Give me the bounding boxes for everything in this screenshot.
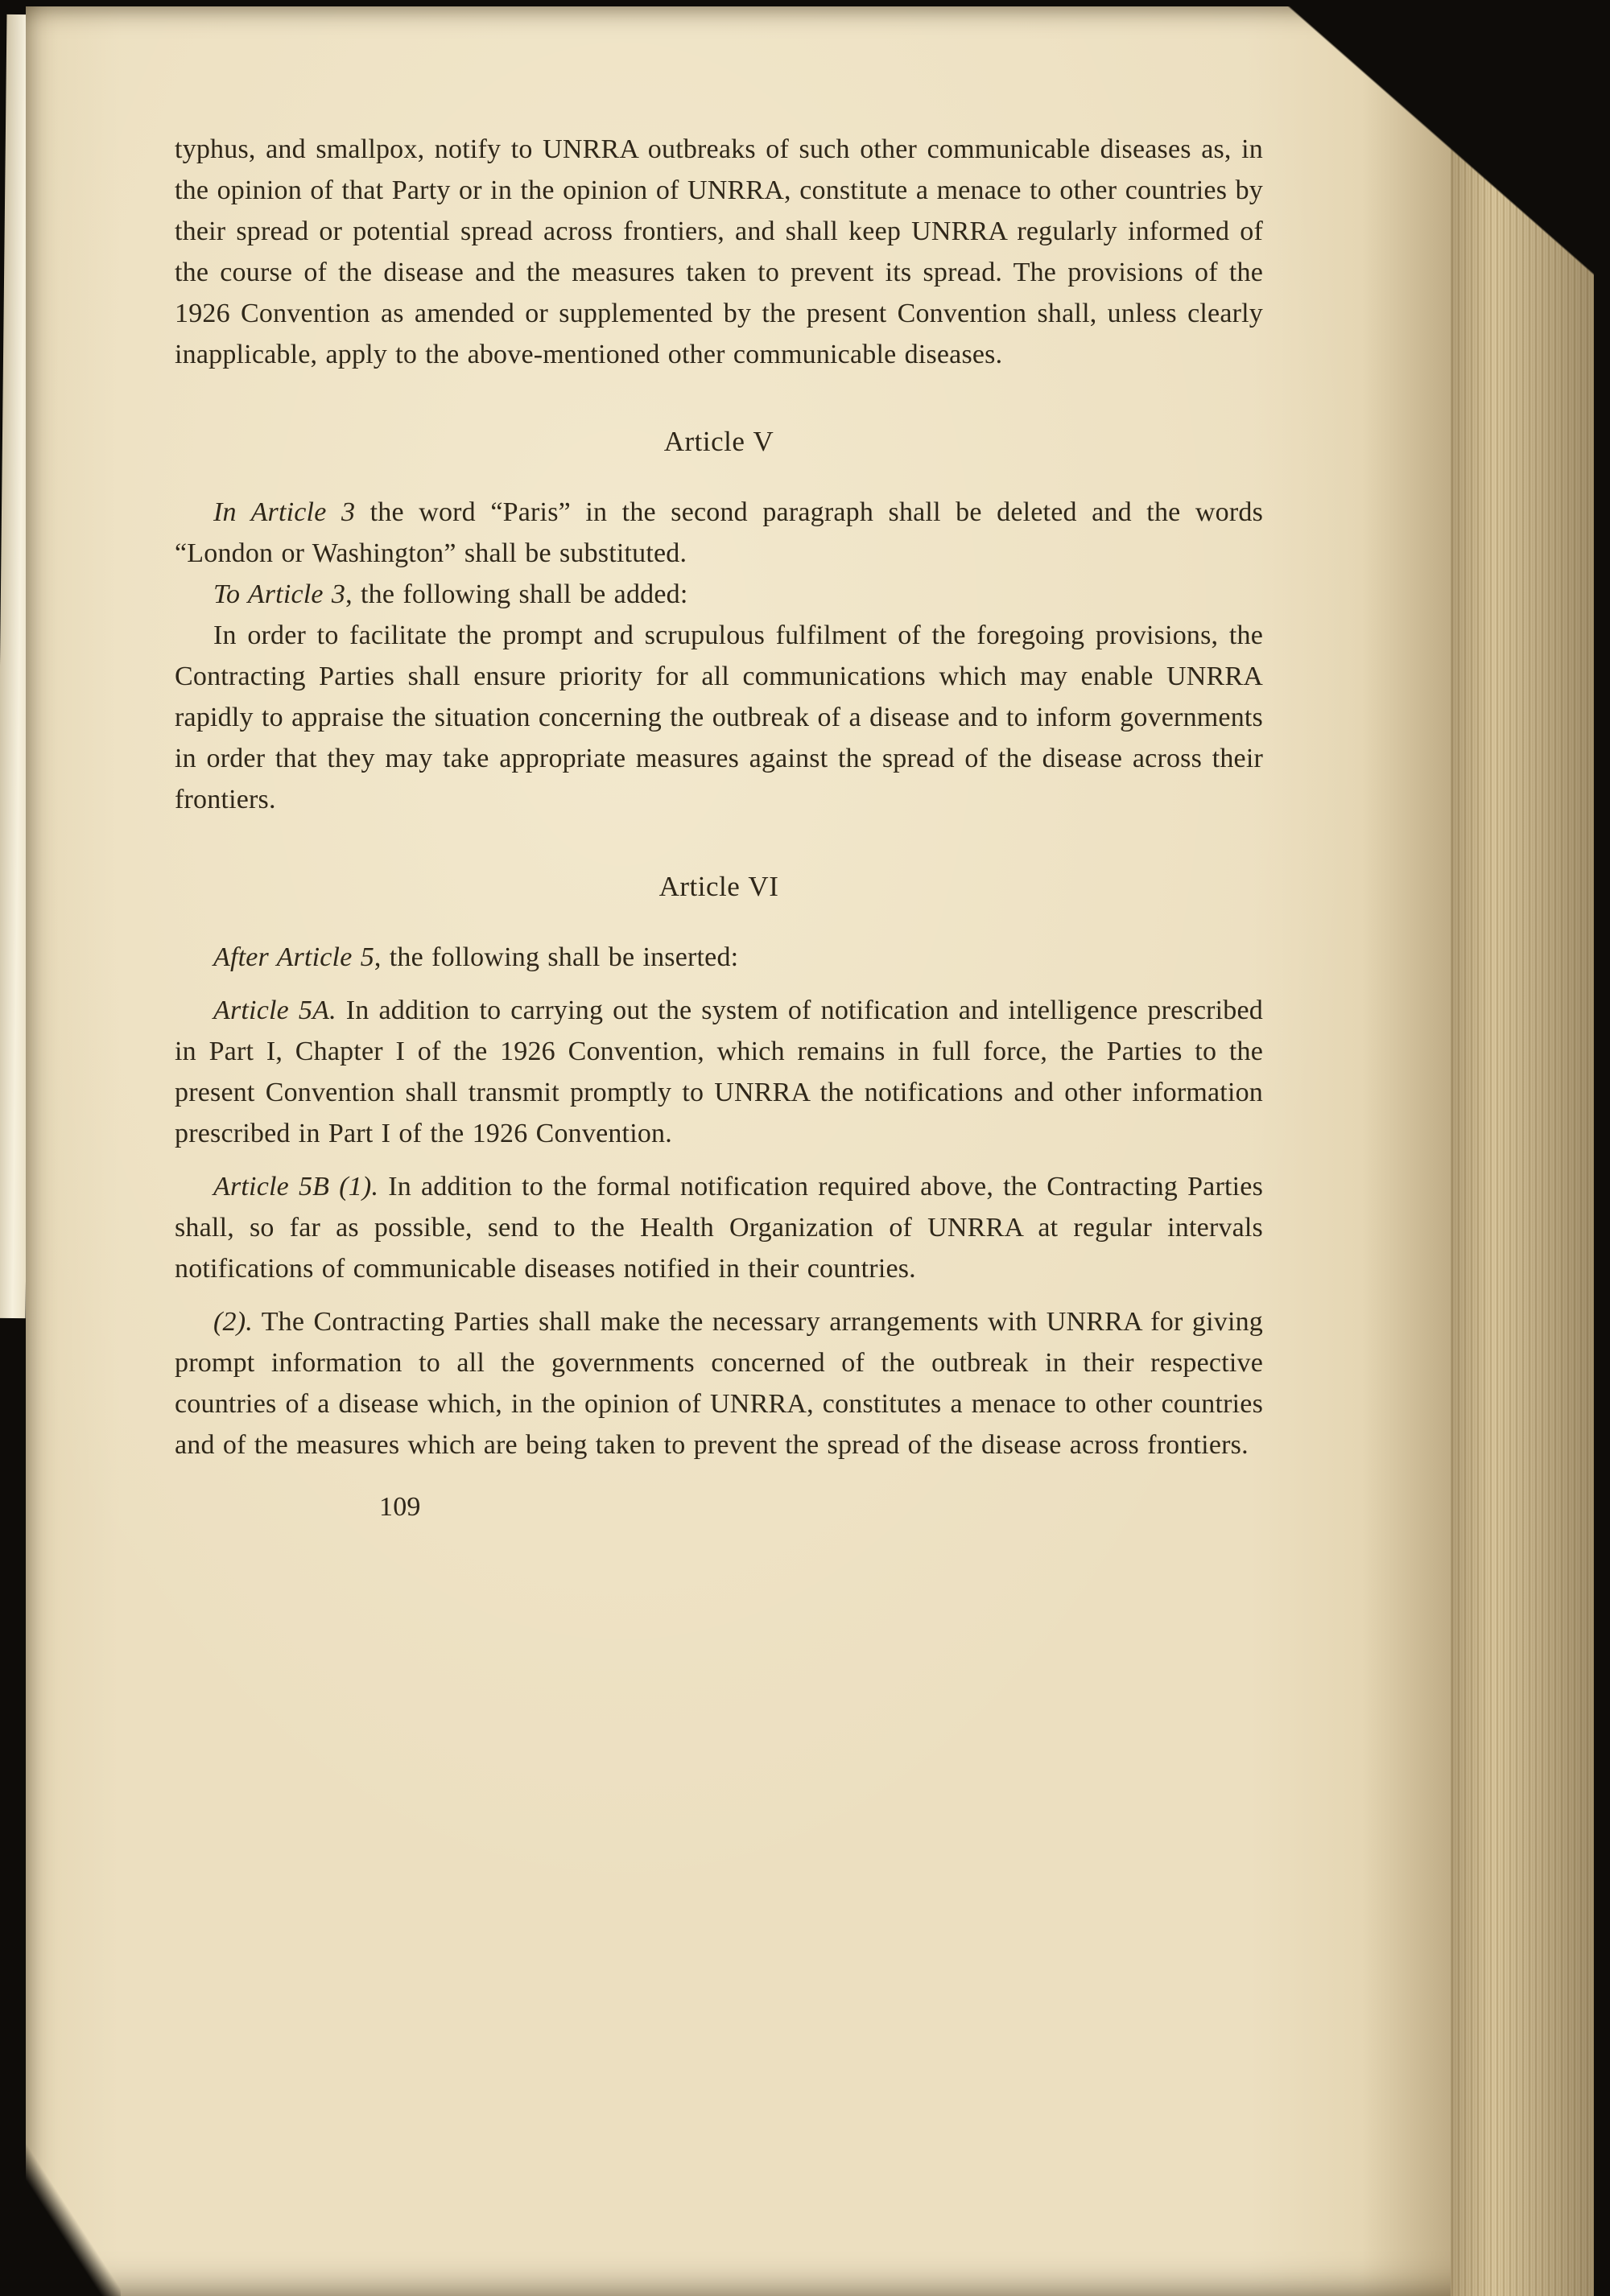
text-segment: In order to facilitate the prompt and scrupulous fulfilment of the foregoing provisions, the Contracting Parties shall ensure priority for all communications which may enable UNRRA rapidly to appraise the situation concerning the outbreak of a disease and to inform governments in order that they may take appropriate measures against the spread of the disease across their frontiers. bbox=[175, 620, 1263, 814]
page-corner-cut bbox=[1280, 0, 1610, 290]
italic-text-segment: Article 5B (1). bbox=[213, 1172, 379, 1202]
italic-text-segment: Article 5A. bbox=[213, 995, 336, 1025]
paragraph bbox=[175, 1301, 1263, 1465]
page-gutter-shadow bbox=[1362, 6, 1451, 2296]
italic-text-segment: After Article 5 bbox=[213, 942, 374, 972]
text-segment: , the following shall be inserted: bbox=[374, 942, 739, 972]
italic-text-segment: In Article 3 bbox=[213, 497, 356, 527]
paragraph bbox=[175, 574, 1263, 615]
text-segment: typhus, and smallpox, notify to UNRRA outbreaks of such other communicable diseases as, in the opinion of that Party or in the opinion of UNRRA, constitute a menace to other countries by their spread or potential spread across frontiers, and shall keep UNRRA regularly informed of the course of the disease and the measures taken to prevent its spread. The provisions of the 1926 Convention as amended or supplemented by the present Convention shall, unless clearly inapplicable, apply to the above-mentioned other communicable diseases. bbox=[175, 134, 1263, 369]
text-segment: In addition to the formal notification required above, the Contracting Parties shall, so far as possible, send to the Health Organization of UNRRA at regular intervals notifications of communicable diseases notified in their countries. bbox=[175, 1172, 1264, 1284]
page-edge-stack bbox=[1451, 27, 1594, 2296]
paragraph bbox=[175, 492, 1263, 574]
paragraph bbox=[175, 1166, 1263, 1289]
italic-text-segment: To Article 3 bbox=[213, 579, 346, 609]
text-segment: the word “Paris” in the second paragraph shall be deleted and the words “London or Washington” shall be substituted. bbox=[175, 497, 1264, 568]
italic-text-segment: (2). bbox=[213, 1307, 253, 1337]
paragraph bbox=[175, 990, 1263, 1154]
page-text bbox=[175, 129, 1263, 1527]
text-segment: The Contracting Parties shall make the necessary arrangements with UNRRA for giving prompt information to all the governments concerned of the outbreak in their respective countries of a disease which, in the opinion of UNRRA, constitutes a menace to other countries and of the measures which are being taken to prevent the spread of the disease across frontiers. bbox=[175, 1307, 1263, 1460]
page-corner-bottom-left bbox=[0, 2111, 121, 2296]
paragraph bbox=[175, 615, 1263, 820]
article-heading: Article V bbox=[663, 426, 774, 457]
book-page bbox=[26, 6, 1594, 2296]
article-heading: Article VI bbox=[658, 871, 779, 902]
page-number: 109 bbox=[379, 1492, 421, 1522]
text-segment: In addition to carrying out the system of notification and intelligence prescribed in Part I, Chapter I of the 1926 Convention, which remains in full force, the Parties to the present Convention shall transmit promptly to UNRRA the notifications and other information prescribed in Part I of the 1926 Convention. bbox=[175, 995, 1263, 1148]
text-segment: , the following shall be added: bbox=[345, 579, 688, 609]
paragraph bbox=[175, 129, 1263, 375]
paragraph bbox=[175, 937, 1263, 978]
